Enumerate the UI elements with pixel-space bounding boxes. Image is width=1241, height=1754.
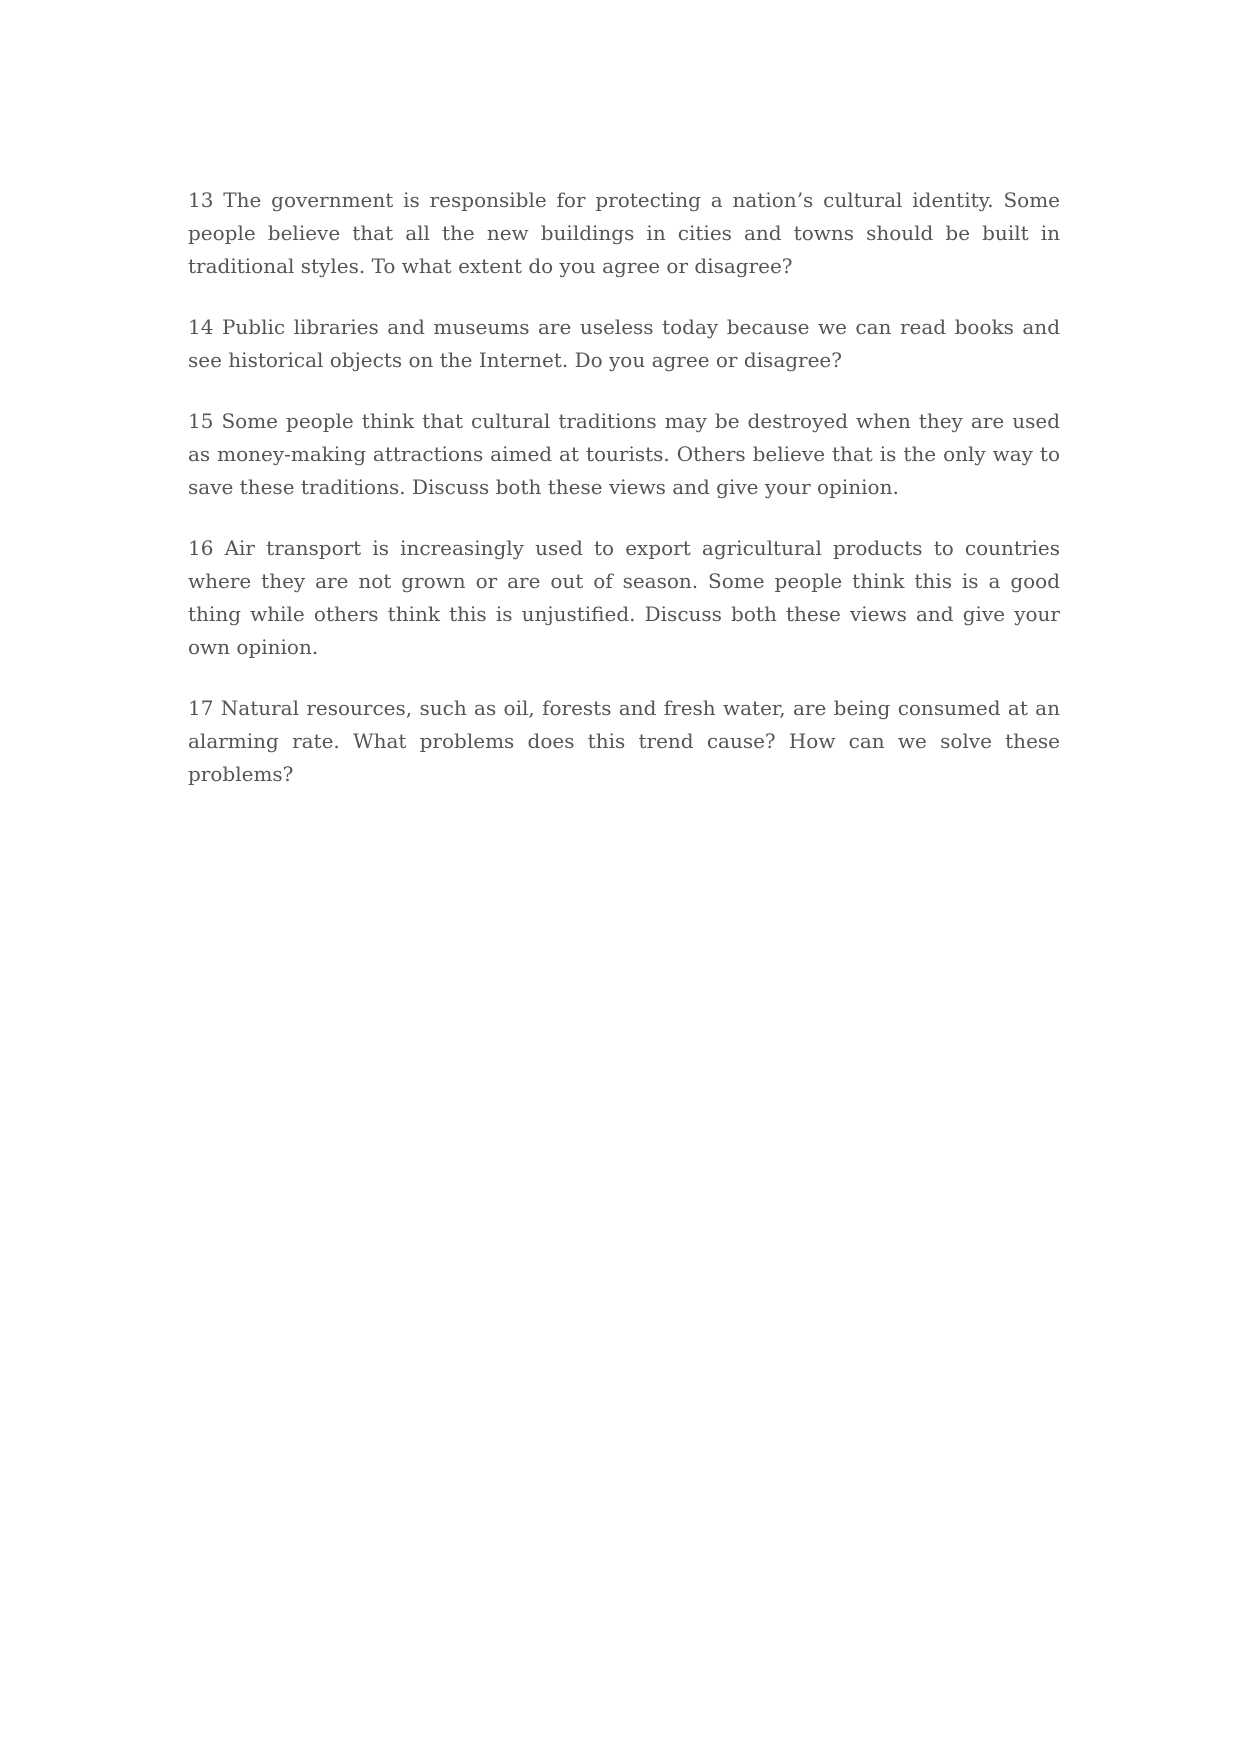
question-13: 13 The government is responsible for protecting a nation’s cultural identity. Some people believe that all the new buildings in cities and towns should be built in traditional styles. To what extent do you agree or disagree? (188, 188, 1060, 278)
question-list (188, 184, 1060, 819)
question-17: 17 Natural resources, such as oil, forests and fresh water, are being consumed at an alarming rate. What problems does this trend cause? How can we solve these problems? (188, 696, 1060, 786)
question-16: 16 Air transport is increasingly used to export agricultural products to countries where they are not grown or are out of season. Some people think this is a good thing while others think this is unjustified. Discuss both these views and give your own opinion. (188, 536, 1060, 659)
question-14: 14 Public libraries and museums are useless today because we can read books and see historical objects on the Internet. Do you agree or disagree? (188, 315, 1060, 372)
question-15: 15 Some people think that cultural traditions may be destroyed when they are used as money-making attractions aimed at tourists. Others believe that is the only way to save these traditions. Discuss both these views and give your opinion. (188, 409, 1060, 499)
